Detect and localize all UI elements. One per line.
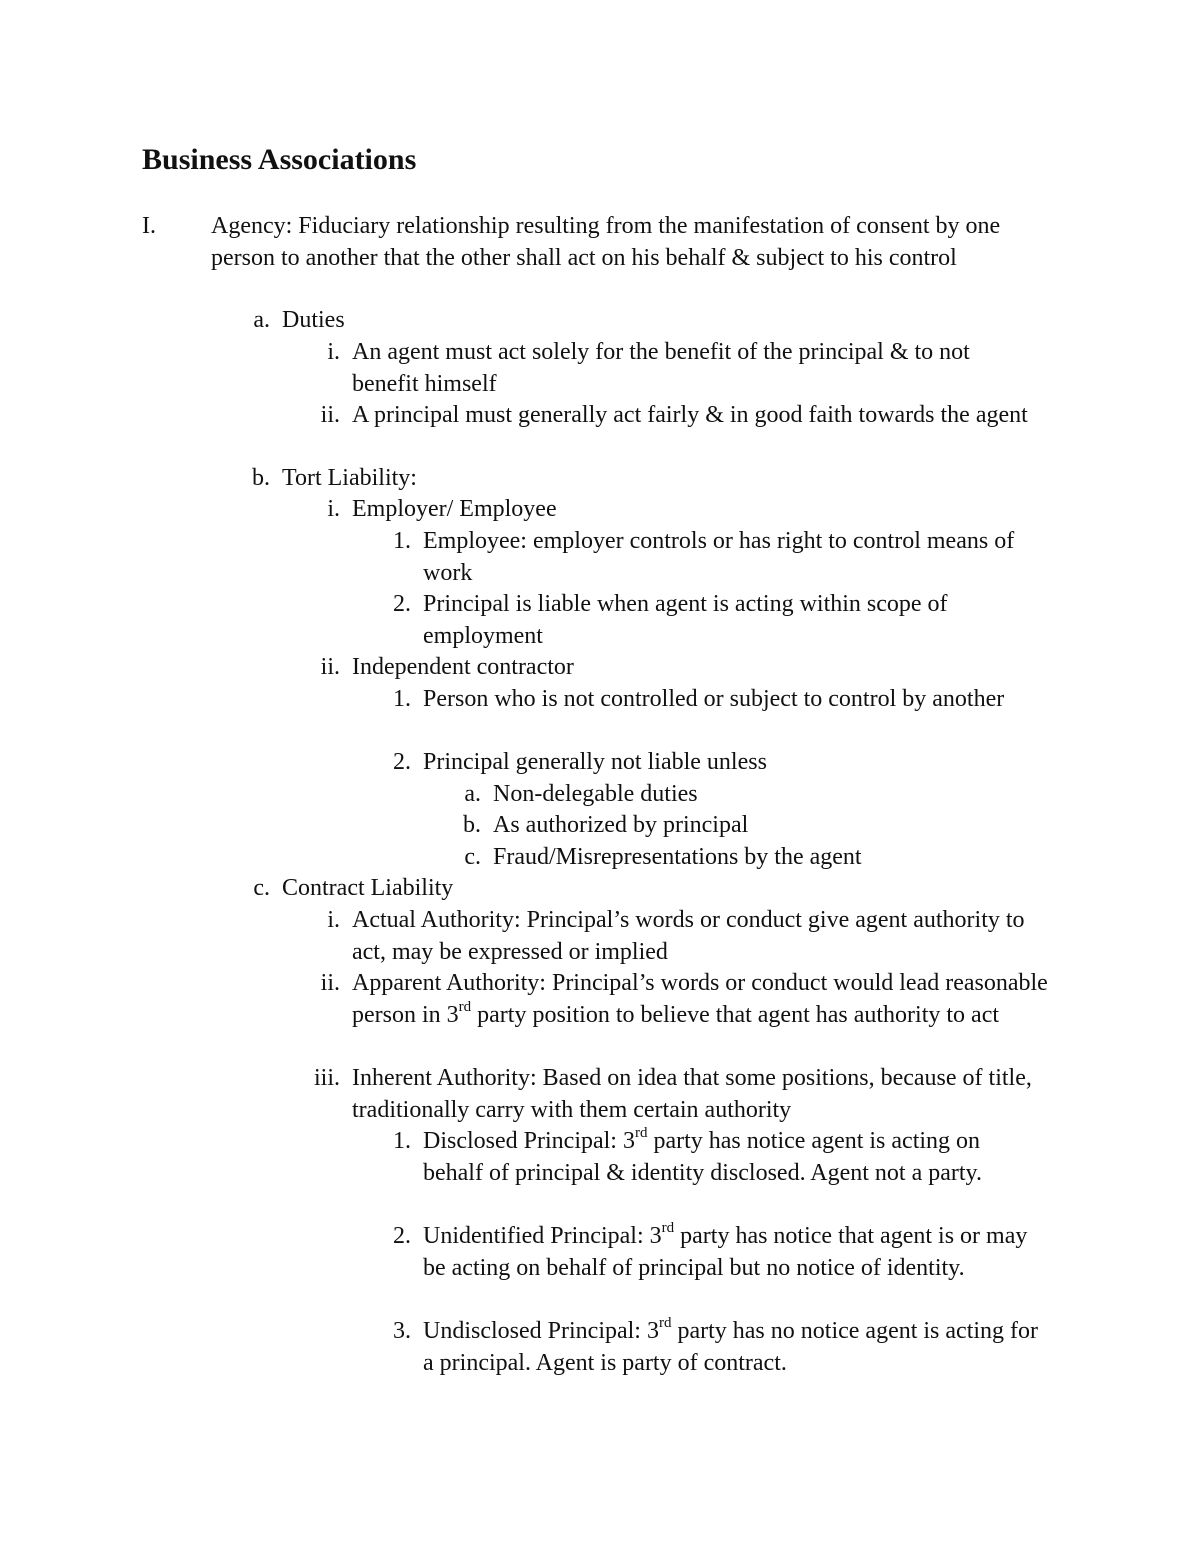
document-title: Business Associations: [142, 143, 417, 176]
outline-marker: ii.: [320, 970, 340, 996]
outline-item-iii-inherent-authority: [313, 1063, 1052, 1126]
outline-item-c-contract-liability: [253, 873, 1042, 905]
outline-marker: i.: [327, 496, 340, 522]
outline-item-i-employer-employee: [327, 494, 1042, 526]
outline-text: Actual Authority: Principal’s words or conduct give agent authority to act, may be expressed or implied: [352, 907, 1025, 965]
outline-text: Tort Liability:: [282, 465, 417, 491]
outline-marker: 3.: [393, 1318, 411, 1344]
outline-item-ii-principal-duty: [320, 400, 1042, 432]
outline-marker: a.: [253, 307, 270, 333]
superscript: rd: [458, 998, 472, 1015]
superscript: rd: [634, 1125, 648, 1141]
outline-marker: i.: [327, 339, 340, 365]
outline-item-I: [142, 211, 1041, 274]
outline-text: Fraud/Misrepresentations by the agent: [493, 844, 862, 870]
outline-text: Employer/ Employee: [352, 496, 557, 522]
outline-marker: 1.: [393, 1128, 411, 1154]
outline-marker: c.: [253, 875, 270, 901]
outline-text: Inherent Authority: Based on idea that some positions, because of title, traditionally carry with them certain authority: [352, 1065, 1032, 1123]
outline-marker: 1.: [393, 528, 411, 554]
outline-marker: ii.: [320, 402, 340, 428]
outline-marker: b.: [252, 465, 270, 491]
outline-item-3-undisclosed-principal: [393, 1315, 1043, 1379]
text-part: party has no notice agent is acting for a principal. Agent is party of contract.: [423, 1318, 1039, 1376]
outline-item-1-employee: [393, 526, 1043, 589]
outline-item-c-fraud: [464, 842, 1043, 874]
outline-item-2-principal-liable: [393, 589, 1043, 652]
outline-text: Agency: Fiduciary relationship resulting from the manifestation of consent by one person to another that the other shall act on his behalf & subject to his control: [211, 213, 1001, 271]
outline-text: [352, 968, 1052, 1031]
outline-marker: iii.: [313, 1065, 340, 1091]
superscript: rd: [658, 1315, 672, 1331]
superscript: rd: [661, 1220, 675, 1236]
outline-text: Employee: employer controls or has right to control means of work: [423, 528, 1015, 586]
outline-item-i-actual-authority: [327, 905, 1042, 968]
outline-item-ii-apparent-authority: [320, 968, 1052, 1031]
outline-text: Contract Liability: [282, 875, 454, 901]
outline-item-i-agent-duty: [327, 337, 1042, 400]
outline-marker: 2.: [393, 749, 411, 775]
outline-text: Duties: [282, 307, 345, 333]
outline-text: Principal is liable when agent is acting within scope of employment: [423, 591, 948, 649]
outline-text: An agent must act solely for the benefit of the principal & to not benefit himself: [352, 339, 970, 397]
outline-marker: i.: [327, 907, 340, 933]
outline-marker: 1.: [393, 686, 411, 712]
outline-item-1-disclosed-principal: [393, 1125, 1043, 1189]
outline-marker: ii.: [320, 654, 340, 680]
outline-item-ii-independent-contractor: [320, 652, 1042, 684]
outline-text: Non-delegable duties: [493, 781, 698, 807]
text-part: party has notice agent is acting on behalf of principal & identity disclosed. Agent not a party.: [423, 1128, 982, 1186]
outline-item-a-duties: [253, 305, 1042, 337]
outline-text: As authorized by principal: [493, 812, 749, 838]
outline-item-a-non-delegable: [464, 779, 1043, 811]
text-part: Disclosed Principal: 3: [423, 1128, 635, 1154]
outline-text: [423, 1221, 1043, 1284]
outline-marker: b.: [463, 812, 481, 838]
outline-text: Principal generally not liable unless: [423, 749, 767, 775]
text-part: party has notice that agent is or may be acting on behalf of principal but no notice of identity.: [423, 1223, 1028, 1281]
text-part: party position to believe that agent has authority to act: [471, 1001, 1000, 1028]
outline-marker: 2.: [393, 1223, 411, 1249]
outline-text: Person who is not controlled or subject to control by another: [423, 686, 1005, 712]
outline-marker: 2.: [393, 591, 411, 617]
outline-marker: c.: [464, 844, 481, 870]
outline-marker: I.: [142, 213, 156, 239]
outline-text: A principal must generally act fairly & in good faith towards the agent: [352, 402, 1028, 428]
outline-marker: a.: [464, 781, 481, 807]
outline-item-2-unidentified-principal: [393, 1220, 1043, 1284]
outline-text: Independent contractor: [352, 654, 574, 680]
text-part: Apparent Authority: Principal’s words or conduct would lead reasonable person in 3: [352, 970, 1048, 1028]
text-part: Unidentified Principal: 3: [423, 1223, 662, 1249]
outline-item-b-tort-liability: [252, 463, 1042, 495]
outline-text: [423, 1126, 1043, 1189]
text-part: Undisclosed Principal: 3: [423, 1318, 659, 1344]
outline-text: [423, 1316, 1043, 1379]
outline-item-1-not-controlled: [393, 684, 1043, 716]
outline-item-2-not-liable-unless: [393, 747, 1043, 779]
outline-item-b-authorized: [463, 810, 1043, 842]
